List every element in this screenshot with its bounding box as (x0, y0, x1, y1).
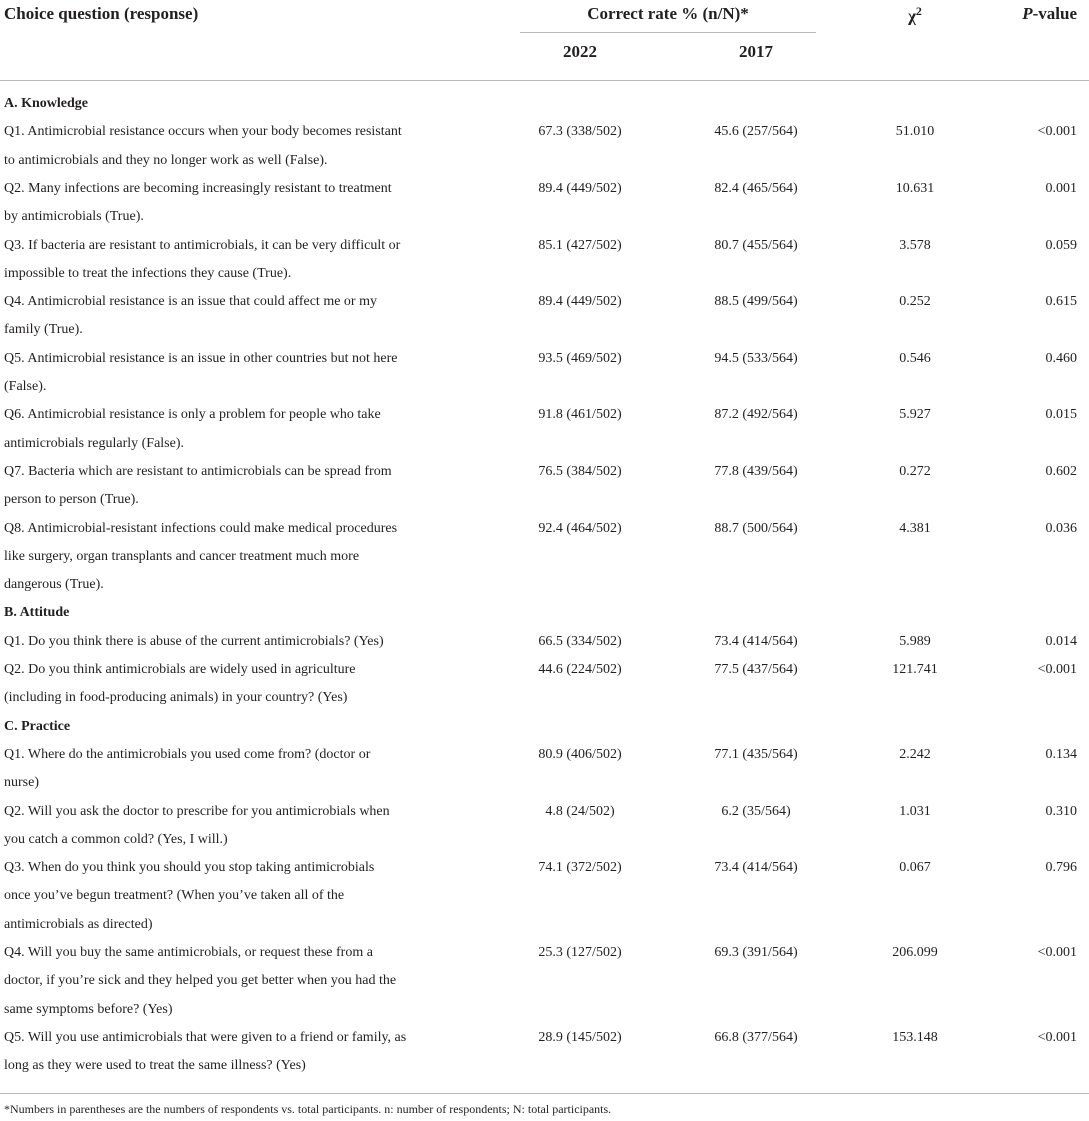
rate-2017-cell: 82.4 (465/564) (714, 180, 798, 196)
chi-square-cell: 10.631 (895, 180, 935, 196)
pvalue-suffix: -value (1032, 4, 1077, 23)
question-text-line: (False). (4, 379, 47, 394)
rate-2017-cell: 6.2 (35/564) (721, 803, 791, 819)
rate-2017-cell: 94.5 (533/564) (714, 350, 798, 366)
pvalue-cell: <0.001 (1037, 662, 1077, 677)
year-2022-header: 2022 (563, 42, 597, 61)
rate-2022-cell: 85.1 (427/502) (538, 237, 622, 253)
question-text-line: dangerous (True). (4, 577, 104, 593)
rate-2022-cell: 25.3 (127/502) (538, 945, 622, 960)
correct-rate-header: Correct rate % (n/N)* (587, 4, 749, 23)
rate-2017-cell: 69.3 (391/564) (714, 945, 798, 960)
question-text-line: antimicrobials regularly (False). (4, 435, 184, 451)
rate-2017-cell: 87.2 (492/564) (714, 407, 798, 423)
rate-2022-cell: 91.8 (461/502) (538, 407, 622, 423)
chi-square-cell: 206.099 (892, 945, 938, 960)
question-column-header: Choice question (response) (4, 4, 199, 23)
question-text-line: Q1. Antimicrobial resistance occurs when your body becomes resistant (4, 124, 402, 140)
question-text-line: same symptoms before? (Yes) (4, 1001, 173, 1017)
rate-2017-cell: 77.5 (437/564) (714, 662, 798, 677)
rate-2017-cell: 73.4 (414/564) (714, 860, 798, 876)
pvalue-cell: <0.001 (1037, 945, 1077, 960)
rate-2022-cell: 74.1 (372/502) (538, 860, 622, 876)
rate-2022-cell: 93.5 (469/502) (538, 350, 622, 366)
question-text-line: Q2. Will you ask the doctor to prescribe for you antimicrobials when (4, 803, 390, 819)
rate-2022-cell: 66.5 (334/502) (538, 633, 622, 649)
chi-square-cell: 4.381 (899, 520, 931, 536)
question-text-line: you catch a common cold? (Yes, I will.) (4, 831, 228, 847)
pvalue-cell: 0.615 (1045, 294, 1077, 310)
section-title: A. Knowledge (4, 96, 88, 111)
question-text-line: long as they were used to treat the same illness? (Yes) (4, 1058, 306, 1074)
question-text-line: Q5. Will you use antimicrobials that were given to a friend or family, as (4, 1029, 407, 1045)
question-text-line: Q2. Do you think antimicrobials are widely used in agriculture (4, 662, 356, 677)
chi-square-cell: 0.067 (899, 860, 931, 876)
question-text-line: Q4. Antimicrobial resistance is an issue that could affect me or my (4, 294, 377, 310)
question-text-line: Q1. Where do the antimicrobials you used come from? (doctor or (4, 746, 371, 762)
pvalue-cell: 0.059 (1045, 237, 1077, 253)
pvalue-cell: 0.460 (1045, 350, 1077, 366)
question-text-line: Q3. If bacteria are resistant to antimicrobials, it can be very difficult or (4, 237, 401, 253)
rate-2017-cell: 80.7 (455/564) (714, 237, 798, 253)
chi-square-cell: 2.242 (899, 746, 931, 762)
rate-2017-cell: 73.4 (414/564) (714, 633, 798, 649)
chi-square-cell: 5.927 (899, 407, 931, 423)
question-text-line: (including in food-producing animals) in your country? (Yes) (4, 690, 348, 706)
question-text-line: doctor, if you’re sick and they helped you get better when you had the (4, 973, 397, 989)
pvalue-cell: 0.796 (1045, 860, 1077, 876)
spanner-rule (520, 32, 816, 33)
question-text-line: Q3. When do you think you should you stop taking antimicrobials (4, 860, 375, 876)
chi-symbol: χ (908, 6, 916, 26)
question-text-line: like surgery, organ transplants and cancer treatment much more (4, 548, 360, 564)
rate-2017-cell: 66.8 (377/564) (714, 1029, 798, 1045)
pvalue-cell: 0.310 (1045, 803, 1077, 819)
rate-2022-cell: 4.8 (24/502) (545, 803, 615, 819)
pvalue-cell: <0.001 (1037, 1029, 1077, 1045)
footnote: *Numbers in parentheses are the numbers of respondents vs. total participants. n: number of respondents; N: total participants. (4, 1102, 612, 1116)
pvalue-cell: 0.001 (1045, 180, 1077, 196)
section-title: B. Attitude (4, 605, 70, 621)
pvalue-cell: 0.602 (1045, 463, 1077, 479)
question-text-line: Q1. Do you think there is abuse of the current antimicrobials? (Yes) (4, 633, 384, 649)
rate-2022-cell: 89.4 (449/502) (538, 180, 622, 196)
rate-2017-cell: 45.6 (257/564) (714, 124, 798, 140)
chi-square-cell: 0.272 (899, 463, 931, 479)
rate-2022-cell: 44.6 (224/502) (538, 662, 622, 677)
question-text-line: antimicrobials as directed) (4, 916, 153, 932)
rate-2017-cell: 77.1 (435/564) (714, 746, 798, 762)
chi-exponent: 2 (915, 4, 922, 18)
pvalue-cell: <0.001 (1037, 124, 1077, 140)
year-2017-header: 2017 (739, 42, 773, 61)
chi-square-cell: 3.578 (899, 237, 931, 253)
question-text-line: nurse) (4, 775, 39, 791)
section-title: C. Practice (4, 718, 71, 734)
pvalue-header (960, 4, 1077, 24)
chi-square-cell: 5.989 (899, 633, 931, 649)
rate-2022-cell: 92.4 (464/502) (538, 520, 622, 536)
table-bottom-rule (0, 1093, 1089, 1094)
question-text-line: Q5. Antimicrobial resistance is an issue in other countries but not here (4, 350, 398, 366)
chi-square-cell: 153.148 (892, 1029, 938, 1045)
pvalue-cell: 0.014 (1045, 633, 1077, 649)
pvalue-cell: 0.036 (1045, 520, 1077, 536)
rate-2022-cell: 28.9 (145/502) (538, 1029, 622, 1045)
question-text-line: Q8. Antimicrobial-resistant infections could make medical procedures (4, 520, 398, 536)
question-text-line: Q7. Bacteria which are resistant to antimicrobials can be spread from (4, 463, 392, 479)
question-text-line: Q2. Many infections are becoming increasingly resistant to treatment (4, 180, 392, 196)
question-text-line: to antimicrobials and they no longer work as well (False). (4, 152, 328, 168)
rate-2017-cell: 88.7 (500/564) (714, 520, 798, 536)
question-text-line: impossible to treat the infections they cause (True). (4, 265, 292, 281)
chi-square-cell: 0.252 (899, 294, 931, 310)
rate-2022-cell: 76.5 (384/502) (538, 463, 622, 479)
pvalue-cell: 0.134 (1045, 746, 1077, 762)
chi-square-cell: 121.741 (892, 662, 938, 677)
chi-square-cell: 0.546 (899, 350, 931, 366)
pvalue-italic: P (1022, 4, 1033, 23)
pvalue-cell: 0.015 (1045, 407, 1077, 423)
chi-square-cell: 51.010 (895, 124, 935, 140)
question-text-line: family (True). (4, 322, 83, 338)
question-text-line: Q6. Antimicrobial resistance is only a problem for people who take (4, 407, 381, 423)
chi-square-cell: 1.031 (899, 803, 931, 819)
rate-2017-cell: 88.5 (499/564) (714, 294, 798, 310)
rate-2022-cell: 80.9 (406/502) (538, 746, 622, 762)
rate-2022-cell: 89.4 (449/502) (538, 294, 622, 310)
rate-2022-cell: 67.3 (338/502) (538, 124, 622, 140)
header-bottom-rule (0, 80, 1089, 81)
question-text-line: once you’ve begun treatment? (When you’ve taken all of the (4, 888, 345, 904)
question-text-line: by antimicrobials (True). (4, 209, 144, 225)
question-text-line: Q4. Will you buy the same antimicrobials, or request these from a (4, 945, 373, 960)
rate-2017-cell: 77.8 (439/564) (714, 463, 798, 479)
question-text-line: person to person (True). (4, 492, 139, 508)
